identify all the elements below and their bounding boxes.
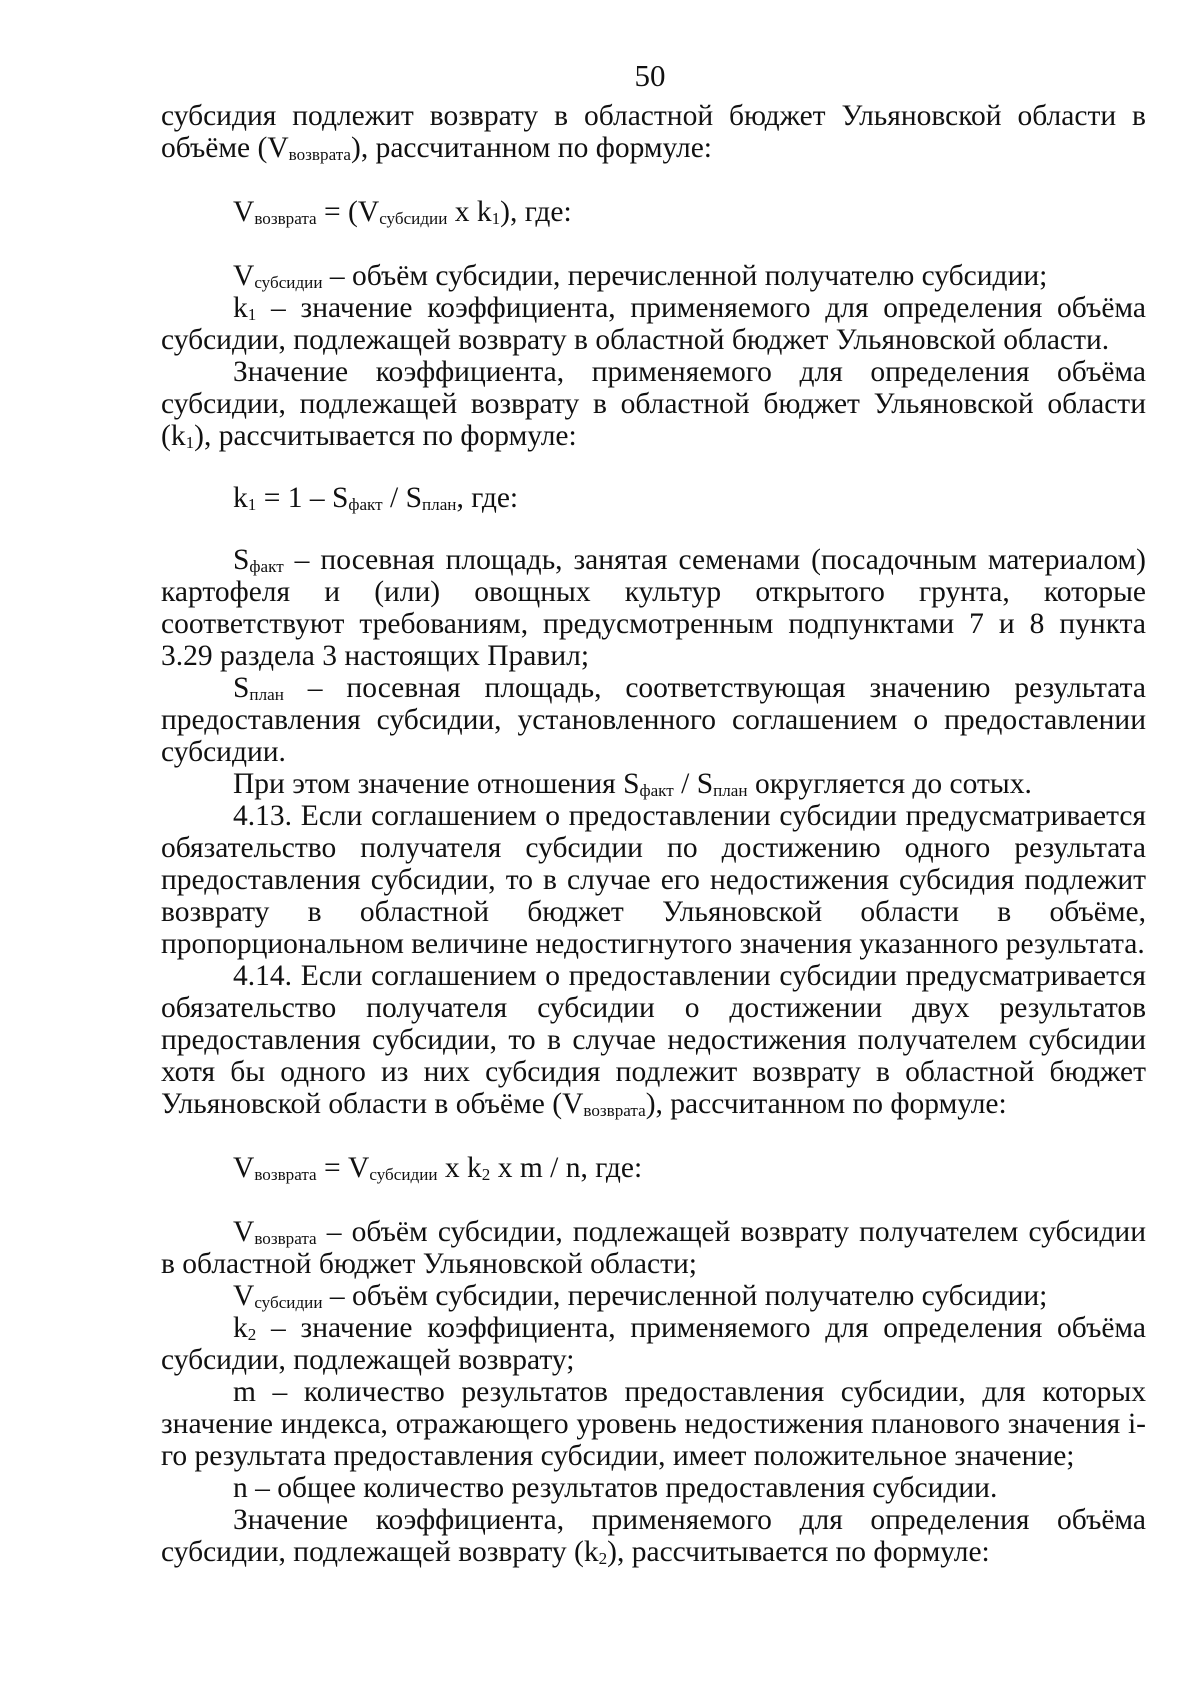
definition-v-subsidii-2: $V_{субсидии}$ – объём субсидии, перечисленной получателю субсидии;: [233, 1280, 1048, 1313]
paragraph-k2-value: Значение коэффициента, применяемого для определения объёма субсидии, подлежащей возврату $(k_2)$, рассчитывается по формуле:: [161, 1504, 1146, 1569]
paragraph-4-13: 4.13. Если соглашением о предоставлении субсидии предусматривается обязательство получателя субсидии по достижению одного результата предоставления субсидии, то в случае его недостижения субсидия подлежит возврату в областной бюджет Ульяновской области в объёме, пропорциональном величине недостигнутого значения указанного результата.: [161, 800, 1146, 960]
formula-v-vozvrata-1: $V_{возврата} = (V_{субсидии}$ x $k_1$), где:: [233, 196, 572, 229]
definition-k1: $k_1$ – значение коэффициента, применяемого для определения объёма субсидии, подлежащей возврату в областной бюджет Ульяновской области.: [161, 292, 1146, 356]
formula-k1: $k_1 = 1 - S_{факт} / S_{план}$, где:: [233, 482, 519, 515]
definition-v-vozvrata: $V_{возврата}$ – объём субсидии, подлежащей возврату получателем субсидии в областной бюджет Ульяновской области;: [161, 1216, 1146, 1280]
paragraph-4-14: 4.14. Если соглашением о предоставлении субсидии предусматривается обязательство получателя субсидии о достижении двух результатов предоставления субсидии, то в случае недостижения получателем субсидии хотя бы одного из них субсидия подлежит возврату в областной бюджет Ульяновской области в объёме $(V_{возврата})$, рассчитанном по формуле:: [161, 960, 1146, 1121]
definition-k2: $k_2$ – значение коэффициента, применяемого для определения объёма субсидии, подлежащей возврату;: [161, 1312, 1146, 1376]
definition-m: m – количество результатов предоставления субсидии, для которых значение индекса, отражающего уровень недостижения планового значения i-го результата предоставления субсидии, имеет положительное значение;: [161, 1376, 1146, 1472]
document-body: [161, 100, 1146, 1568]
formula-v-vozvrata-2: $V_{возврата} = V_{субсидии}$ x $k_2$ x m / n, где:: [233, 1152, 643, 1185]
definition-s-fakt: $S_{факт}$ – посевная площадь, занятая семенами (посадочным материалом) картофеля и (или) овощных культур открытого грунта, которые соответствуют требованиям, предусмотренным подпунктами 7 и 8 пункта 3.29 раздела 3 настоящих Правил;: [161, 544, 1146, 672]
definition-n: n – общее количество результатов предоставления субсидии.: [233, 1472, 998, 1504]
definition-v-subsidii: $V_{субсидии}$ – объём субсидии, перечисленной получателю субсидии;: [233, 260, 1048, 293]
paragraph-intro: субсидия подлежит возврату в областной бюджет Ульяновской области в объёме $(V_{возврата})$, рассчитанном по формуле:: [161, 100, 1146, 165]
paragraph-k1-value: Значение коэффициента, применяемого для определения объёма субсидии, подлежащей возврату в областной бюджет Ульяновской области $(k_1)$, рассчитывается по формуле:: [161, 356, 1146, 453]
definition-s-plan: $S_{план}$ – посевная площадь, соответствующая значению результата предоставления субсидии, установленного соглашением о предоставлении субсидии.: [161, 672, 1146, 768]
page-number: 50: [634, 58, 666, 93]
paragraph-rounding: При этом значение отношения $S_{факт} / S_{план}$ округляется до сотых.: [233, 768, 1032, 801]
